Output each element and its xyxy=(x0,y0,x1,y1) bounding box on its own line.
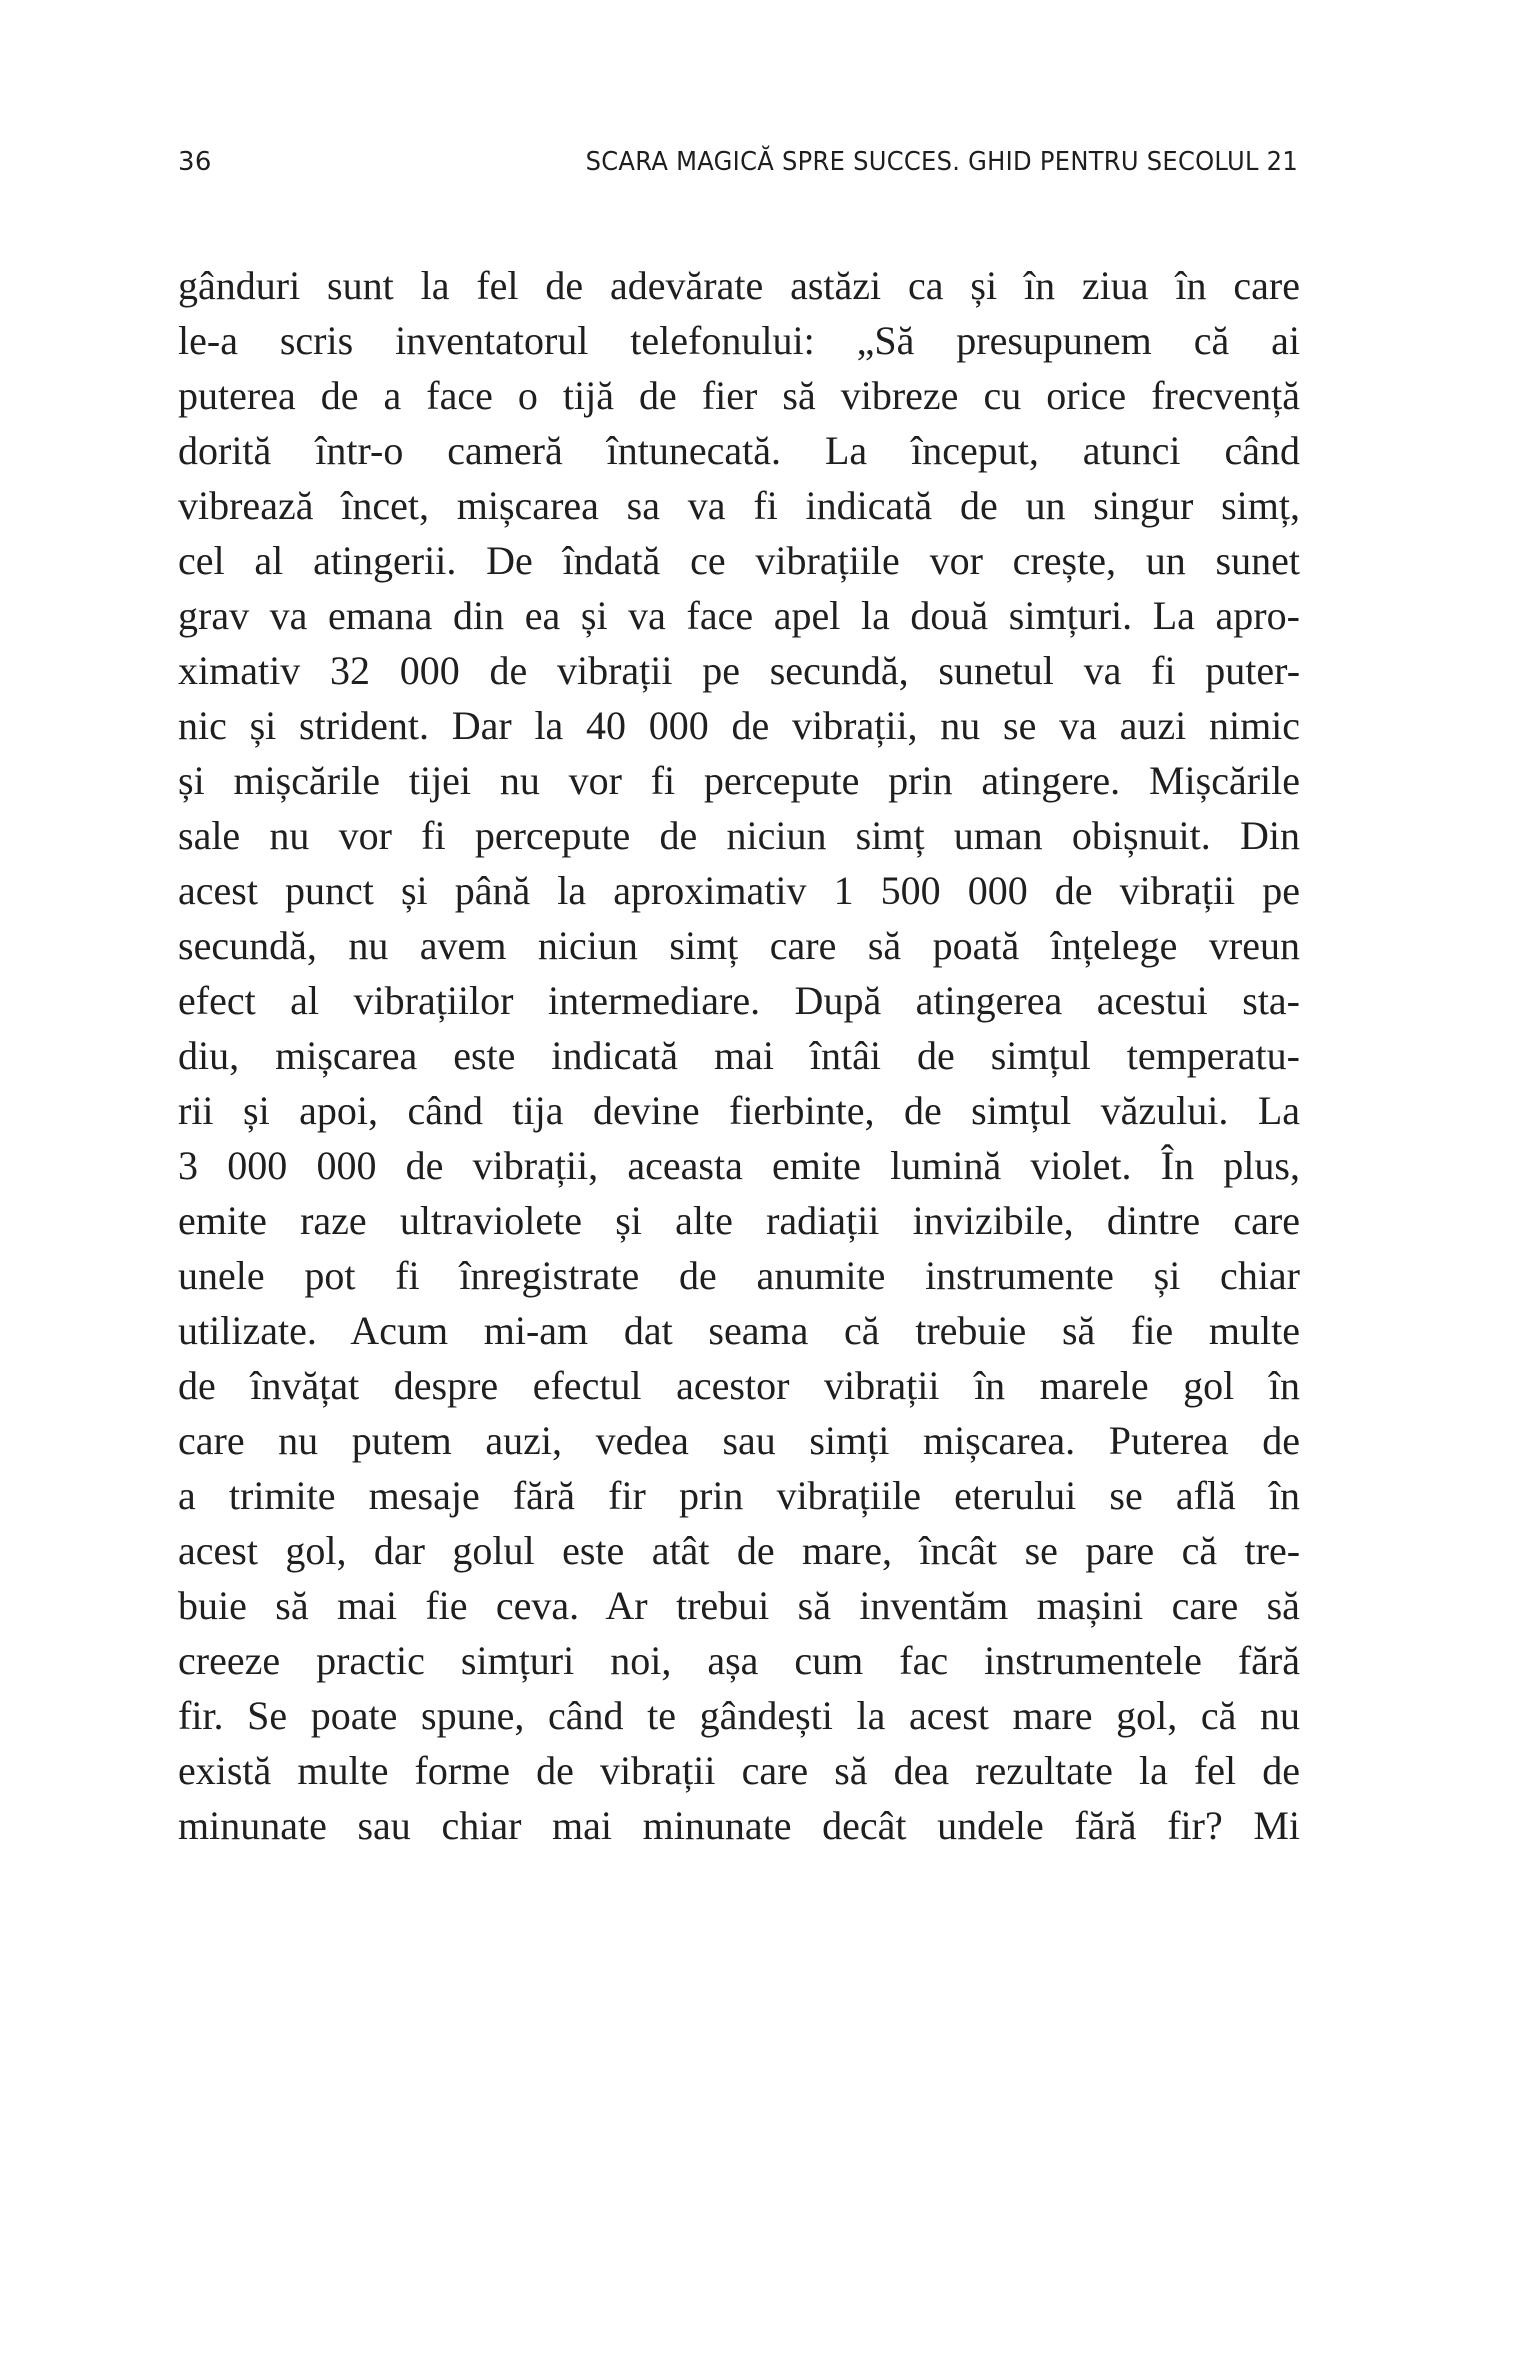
text-line: acest gol, dar golul este atât de mare, încât se pare că tre- xyxy=(178,1528,1301,1573)
text-line: ximativ 32 000 de vibrații pe secundă, sunetul va fi puter- xyxy=(178,648,1301,693)
page-number: 36 xyxy=(178,147,212,177)
text-line: gânduri sunt la fel de adevărate astăzi ca și în ziua în care xyxy=(178,263,1300,308)
text-line: a trimite mesaje fără fir prin vibrațiile eterului se află în xyxy=(178,1473,1301,1518)
text-line: acest punct și până la aproximativ 1 500 000 de vibrații pe xyxy=(178,868,1300,913)
text-line: buie să mai fie ceva. Ar trebui să inventăm mașini care să xyxy=(178,1583,1300,1628)
text-line: utilizate. Acum mi-am dat seama că trebuie să fie multe xyxy=(178,1308,1300,1353)
text-line: diu, mișcarea este indicată mai întâi de simțul temperatu- xyxy=(178,1033,1300,1078)
text-line: efect al vibrațiilor intermediare. După atingerea acestui sta- xyxy=(178,978,1301,1023)
text-line: de învățat despre efectul acestor vibrații în marele gol în xyxy=(178,1363,1300,1408)
text-line: dorită într-o cameră întunecată. La început, atunci când xyxy=(178,428,1300,473)
text-line: și mișcările tijei nu vor fi percepute prin atingere. Mișcările xyxy=(178,758,1301,803)
text-line: grav va emana din ea și va face apel la două simțuri. La apro- xyxy=(178,593,1300,638)
text-line: există multe forme de vibrații care să dea rezultate la fel de xyxy=(178,1748,1300,1793)
body-text xyxy=(178,258,1300,1853)
text-line: sale nu vor fi percepute de niciun simț uman obișnuit. Din xyxy=(178,813,1301,858)
running-header xyxy=(178,146,1298,178)
text-line: cel al atingerii. De îndată ce vibrațiile vor crește, un sunet xyxy=(178,538,1300,583)
text-line: nic și strident. Dar la 40 000 de vibrații, nu se va auzi nimic xyxy=(178,703,1301,748)
running-title: SCARA MAGICĂ SPRE SUCCES. GHID PENTRU SECOLUL 21 xyxy=(585,147,1298,177)
text-line: le-a scris inventatorul telefonului: „Să presupunem că ai xyxy=(178,318,1301,363)
text-line: fir. Se poate spune, când te gândești la acest mare gol, că nu xyxy=(178,1693,1300,1738)
text-line: puterea de a face o tijă de fier să vibreze cu orice frecvență xyxy=(178,373,1300,418)
text-line: emite raze ultraviolete și alte radiații invizibile, dintre care xyxy=(178,1198,1300,1243)
text-line: secundă, nu avem niciun simț care să poată înțelege vreun xyxy=(178,923,1300,968)
text-line: vibrează încet, mișcarea sa va fi indicată de un singur simț, xyxy=(178,483,1300,528)
text-line: creeze practic simțuri noi, așa cum fac instrumentele fără xyxy=(178,1638,1300,1683)
text-line: 3 000 000 de vibrații, aceasta emite lumină violet. În plus, xyxy=(178,1143,1300,1188)
text-line: minunate sau chiar mai minunate decât undele fără fir? Mi xyxy=(178,1803,1301,1848)
text-line: unele pot fi înregistrate de anumite instrumente și chiar xyxy=(178,1253,1301,1298)
text-line: care nu putem auzi, vedea sau simți mișcarea. Puterea de xyxy=(178,1418,1301,1463)
text-line: rii și apoi, când tija devine fierbinte, de simțul văzului. La xyxy=(178,1088,1300,1133)
